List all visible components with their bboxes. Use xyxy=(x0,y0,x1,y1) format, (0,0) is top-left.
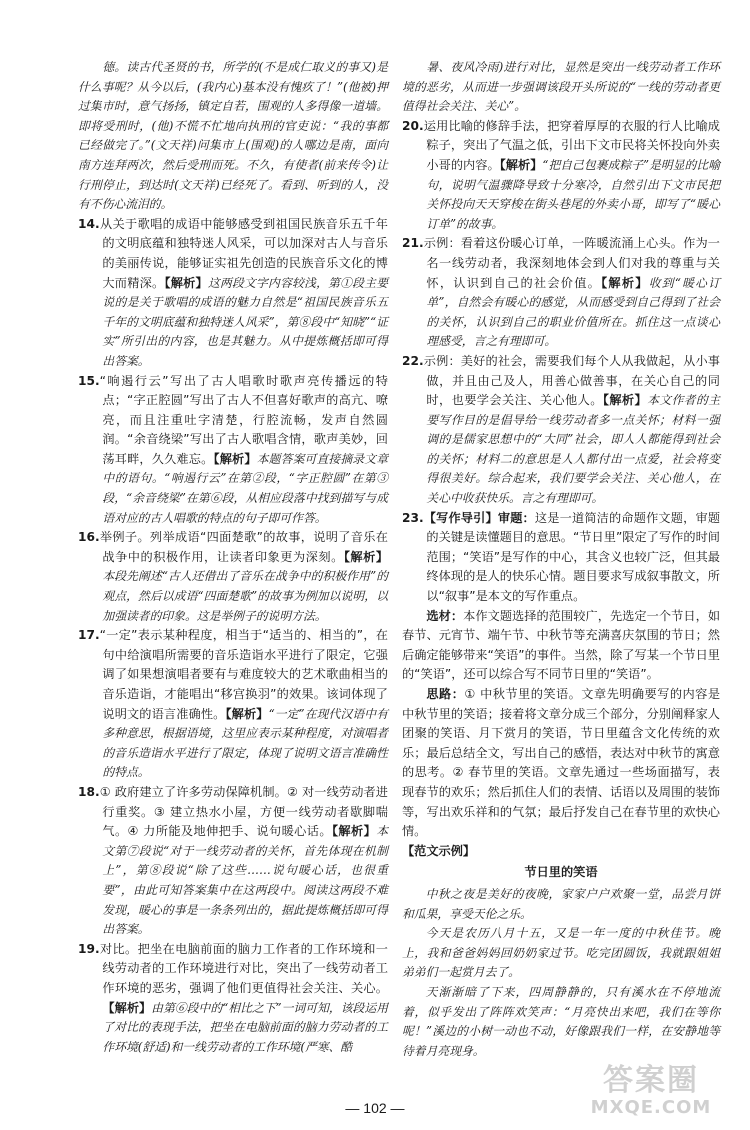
essay-paragraph-2: 今天是农历八月十五，又是一年一度的中秋佳节。晚上，我和爸爸妈妈回奶奶家过节。吃完团圆饭，我就跟姐姐弟弟们一起赏月去了。 xyxy=(402,926,720,980)
analysis-tag: 【解析】 xyxy=(225,706,269,721)
analysis-text: 收到“暖心订单”，自然会有暖心的感觉，从而感受到自己得到了社会的关怀，认识到自己的职业价值所在。抓住这一点谈心理感受，言之有理即可。 xyxy=(426,275,720,349)
question-number: 21. xyxy=(402,236,424,251)
answer-text: 示例：美好的社会，需要我们每个人从我做起，从小事做，并且由己及人，用善心做善事，在关心自己的同时，也要学会关注、关心他人。 xyxy=(423,353,720,408)
analysis-text: 暑、夜风冷雨)进行对比，显然是突出一线劳动者工作环境的恶劣，从而进一步强调该段开头所说的“一线的劳动者更值得社会关注、关心”。 xyxy=(402,60,720,114)
question-number: 20. xyxy=(402,118,424,133)
essay-paragraph-1: 中秋之夜是美好的夜晚，家家户户欢聚一堂，品尝月饼和瓜果，享受天伦之乐。 xyxy=(402,886,720,921)
analysis-tag: 【解析】 xyxy=(331,824,377,839)
question-number: 23. xyxy=(402,510,424,525)
question-number: 22. xyxy=(402,353,424,368)
question-number: 18. xyxy=(78,784,100,799)
analysis-tag: 【解析】 xyxy=(499,157,543,172)
answer-16 xyxy=(78,528,388,626)
analysis-text: 本文第⑦段说“对于一线劳动者的关怀，首先体现在机制上”，第⑧段说“除了这些……说句暖心话，也很重要”，由此可知答案集中在这两段中。阅读这两段不难发现，暖心的事是一条条列出的，据此提炼概括即可得出答案。 xyxy=(102,824,388,937)
writing-guide-tag: 【写作导引】 xyxy=(423,510,498,525)
question-number: 19. xyxy=(78,941,100,956)
idea-text: ① 中秋节里的笑语。文章先明确要写的内容是中秋节里的笑语；接着将文章分成三个部分，分别阐释家人团聚的笑语、月下赏月的笑语，节日里蕴含文化传统的欢乐；最后总结全文，写出自己的感悟，表达对中秋节的寓意的思考。② 春节里的笑语。文章先通过一些场面描写，表现春节的欢乐；然后抓住人们的表情、话语以及周围的装饰等，写出欢乐祥和的气氛；最后抒发自己在春节里的欢快心情。 xyxy=(402,687,721,839)
material-selection xyxy=(402,607,720,685)
watermark-line-1: 答案圈 xyxy=(603,1063,699,1098)
selection-label: 选材： xyxy=(426,608,464,623)
answer-23 xyxy=(402,509,720,607)
review-text: 这是一道简洁的命题作文题，审题的关键是读懂题目的意思。“节日里”限定了写作的时间范围；“笑语”是写作的中心，其含义也较广泛，但其最终体现的是人的快乐心情。题目要求写成叙事散文，所以“叙事”是本文的写作重点。 xyxy=(426,510,721,604)
analysis-text: 这两段文字内容较浅，第①段主要说的是关于歌唱的成语的魅力自然是“祖国民族音乐五千年的文明底蕴和独特迷人风采”，第⑧段中“知晓”“证实”所引出的内容，也是其魅力。从中提炼概括即可得出答案。 xyxy=(102,275,388,368)
analysis-tag: 【解析】 xyxy=(213,451,257,466)
analysis-text: “一定”在现代汉语中有多种意思，根据语境，这里应表示某种程度，对演唱者的音乐造诣水平进行了限定，体现了说明文语言准确性的特点。 xyxy=(102,706,388,780)
essay-paragraph-3: 天渐渐暗了下来，四周静静的，只有溪水在不停地流着，似乎发出了阵阵欢笑声：“月亮快出来吧，我们在等你呢！”溪边的小树一动也不动，好像跟我们一样，在安静地等待着月亮现身。 xyxy=(402,984,720,1058)
q13-translation: 德。读古代圣贤的书，所学的(不是成仁取义的事又)是什么事呢？从今以后，(我内心)基本没有愧疚了！”(他被)押过集市时，意气扬扬，镇定自若，围观的人多得像一道墙。即将受刑时，(他)不慌不忙地向执刑的官吏说：“我的事都已经做完了。”(文天祥)问集市上(围观)的人哪边是南，面向南方连拜两次，然后受刑而死。不久，有使者(前来传令)让行刑停止，到达时(文天祥)已经死了。看到、听到的人，没有不伤心流泪的。 xyxy=(78,60,388,212)
analysis-text: 由第⑥段中的“相比之下”一词可知，该段运用了对比的表现手法，把坐在电脑前面的脑力劳动者的工作环境(舒适)和一线劳动者的工作环境(严寒、酷 xyxy=(102,1000,388,1054)
answer-text: ① 政府建立了许多劳动保障机制。② 对一线劳动者进行重奖。③ 建立热水小屋，方便一线劳动者歇脚喘气。④ 力所能及地伸把手、说句暖心话。 xyxy=(99,784,388,839)
analysis-tag: 【解析】 xyxy=(102,1000,152,1015)
analysis-text: 本文作者的主要写作目的是倡导给一线劳动者多一点关怀；材料一强调的是儒家思想中的“大同”社会，即人人都能得到社会的关怀；材料二的意思是人人都付出一点爱，社会将变得很美好。综合起来，我们要学会关注、关心他人，在关心中收获快乐。言之有理即可。 xyxy=(426,393,720,506)
q13-continuation xyxy=(78,58,388,215)
answer-18 xyxy=(78,783,388,940)
answer-14 xyxy=(78,215,388,372)
left-column xyxy=(78,58,388,1057)
answer-text: 从关于歌唱的成语中能够感受到祖国民族音乐五千年的文明底蕴和独特迷人风采，可以加深对古人与音乐的美丽传说，能够证实祖先创造的民族音乐文化的博大而精深。 xyxy=(99,216,388,290)
answer-15 xyxy=(78,372,388,529)
watermark-line-2: MXQE.COM xyxy=(590,1097,712,1118)
q19-continuation xyxy=(402,58,720,117)
question-number: 16. xyxy=(78,530,100,545)
watermark xyxy=(576,1064,726,1122)
answer-text: 举例子。列举成语“四面楚歌”的故事，说明了音乐在战争中的积极作用，让读者印象更为深刻。 xyxy=(99,530,388,564)
essay-title: 节日里的笑语 xyxy=(524,865,598,880)
analysis-tag: 【解析】 xyxy=(602,393,648,408)
answer-text: 运用比喻的修辞手法，把穿着厚厚的衣服的行人比喻成粽子，突出了气温之低，引出下文市民将关怀投向外卖小哥的内容。 xyxy=(423,118,720,172)
answer-20 xyxy=(402,117,720,235)
answer-19 xyxy=(78,940,388,1058)
analysis-text: 本题答案可直接摘录文章中的语句。“响遏行云”在第②段，“字正腔圆”在第③段，“余音绕梁”在第⑥段，从相应段落中找到描写与成语对应的古人唱歌的特点的句子即可作答。 xyxy=(102,451,389,525)
analysis-tag: 【解析】 xyxy=(343,549,389,564)
question-number: 15. xyxy=(78,373,100,388)
answer-text: “响遏行云”写出了古人唱歌时歌声亮传播远的特点；“字正腔圆”写出了古人不但喜好歌声的高亢、嘹亮，而且注重吐字清楚，行腔流畅，发声自然圆润。“余音绕梁”写出了古人歌唱含情，歌声美妙，回荡耳畔，久久难忘。 xyxy=(99,373,388,466)
answer-17 xyxy=(78,626,388,783)
question-number: 14. xyxy=(78,216,100,231)
question-number: 17. xyxy=(78,628,100,643)
analysis-tag: 【解析】 xyxy=(164,275,208,290)
review-label: 审题： xyxy=(497,510,535,525)
writing-idea xyxy=(402,685,720,842)
analysis-text: 本段先阐述“古人还借出了音乐在战争中的积极作用”的观点，然后以成语“四面楚歌”的故事为例加以说明，以加强读者的印象。这是举例子的说明方法。 xyxy=(102,569,388,623)
page-number: — 102 — xyxy=(345,1100,405,1116)
answer-text: 对比。把坐在电脑前面的脑力工作者的工作环境和一线劳动者的工作环境进行对比，突出了一线劳动者工作环境的恶劣，强调了他们更值得社会关注、关心。 xyxy=(99,941,388,995)
idea-label: 思路： xyxy=(426,687,465,701)
analysis-text: “把自己包裹成粽子”是明显的比喻句，说明气温骤降导致十分寒冷，自然引出下文市民把关怀投向天天穿梭在街头巷尾的外卖小哥，即写了“暖心订单”的故事。 xyxy=(426,157,720,231)
analysis-tag: 【解析】 xyxy=(601,275,649,290)
answer-21 xyxy=(402,234,720,352)
answer-text: “一定”表示某种程度，相当于“适当的、相当的”，在句中给演唱所需要的音乐造诣水平进行了限定，它强调了如果想演唱者要有与难度较大的艺术歌曲相当的音乐造诣，才能唱出“移宫换羽”的效果。该词体现了说明文的语言准确性。 xyxy=(99,628,388,721)
answer-22 xyxy=(402,352,720,509)
selection-text: 本作文题选择的范围较广，先选定一个节日，如春节、元宵节、端午节、中秋节等充满喜庆氛围的节日；然后确定能够带来“笑语”的事件。当然，除了写某一个节日里的“笑语”，还可以综合写不同节日里的“笑语”。 xyxy=(402,608,721,682)
answer-text: 示例：看着这份暖心订单，一阵暖流涌上心头。作为一名一线劳动者，我深刻地体会到人们对我的尊重与关怀，认识到自己的社会价值。 xyxy=(423,236,720,290)
sample-essay-tag: 【范文示例】 xyxy=(402,843,476,858)
right-column xyxy=(402,58,720,1061)
